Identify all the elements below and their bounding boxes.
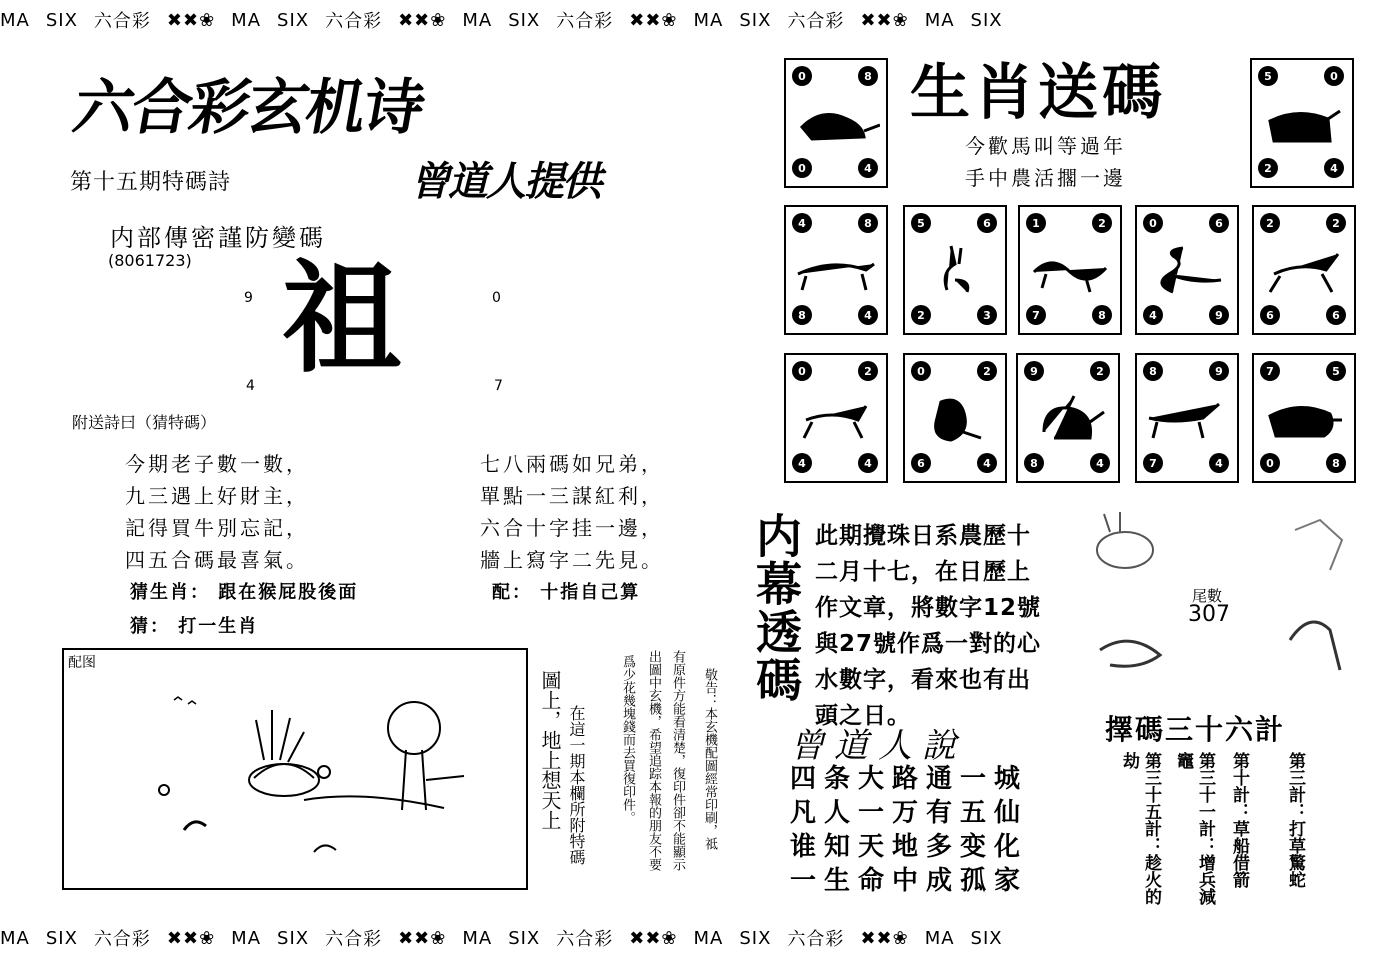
- card-number: 7: [1143, 453, 1163, 473]
- zodiac-verse-1: 今歡馬叫等過年: [965, 134, 1126, 158]
- card-number: 4: [1143, 305, 1163, 325]
- border-text: SIX: [45, 9, 78, 31]
- dragon-icon: [1026, 244, 1114, 296]
- card-number: 6: [911, 453, 931, 473]
- snake-icon: [1143, 244, 1231, 296]
- border-text: 六合彩: [93, 929, 151, 950]
- secret-heading: 内部傳密謹防變碼: [110, 224, 326, 252]
- card-number: 0: [792, 361, 812, 381]
- card-number: 5: [911, 213, 931, 233]
- banner: 曾道人提供: [410, 159, 600, 205]
- dog-icon: [1143, 392, 1231, 444]
- card-number: 2: [858, 361, 878, 381]
- card-number: 0: [911, 361, 931, 381]
- zodiac-title: 生肖送碼: [910, 58, 1166, 128]
- border-flower-icon: ✖✖❀: [166, 9, 216, 31]
- border-text: MA: [231, 927, 262, 949]
- picture-illustration-icon: [144, 690, 504, 880]
- border-text: SIX: [970, 927, 1003, 949]
- card-number: 0: [1260, 453, 1280, 473]
- card-number: 4: [858, 453, 878, 473]
- poet-title: 曾道人說: [790, 726, 966, 766]
- pig-icon: [1260, 392, 1348, 444]
- card-number: 3: [977, 305, 997, 325]
- corner-number-tr: 0: [492, 290, 501, 306]
- zodiac-card-rooster: [1016, 353, 1120, 483]
- guess-one: 猜： 打一生肖: [130, 616, 259, 637]
- vertical-caption-2: 圖上，地上想天上: [538, 670, 562, 830]
- card-number: 5: [1258, 66, 1278, 86]
- card-number: 9: [1209, 305, 1229, 325]
- card-number: 6: [1260, 305, 1280, 325]
- card-number: 0: [1143, 213, 1163, 233]
- card-number: 6: [977, 213, 997, 233]
- side-vertical-heading: 内幕透碼: [749, 512, 803, 704]
- goat-icon: [792, 392, 880, 444]
- main-title: 六合彩玄机诗: [67, 73, 429, 143]
- code-number: (8061723): [108, 251, 192, 270]
- zodiac-card-dog: [1135, 353, 1239, 483]
- border-flower-icon: ✖✖❀: [860, 927, 909, 949]
- ox-icon: [1258, 97, 1346, 149]
- border-text: MA: [462, 927, 493, 949]
- poem-line: 六合十字挂一邊，: [480, 516, 664, 540]
- issue-label: 第十五期特碼詩: [70, 170, 232, 195]
- card-number: 2: [1090, 361, 1110, 381]
- border-text: 六合彩: [325, 929, 383, 950]
- notice-line: 出圖中玄機，希望追踪本報的朋友不要: [646, 650, 661, 871]
- picture-label: 配图: [68, 655, 96, 671]
- card-number: 2: [1326, 213, 1346, 233]
- poet-line: 四条大路通一城: [790, 764, 1029, 794]
- zodiac-card-dragon: [1018, 205, 1122, 335]
- card-number: 1: [1026, 213, 1046, 233]
- card-number: 4: [1090, 453, 1110, 473]
- poet-line: 谁知天地多变化: [790, 832, 1029, 862]
- article: [815, 518, 1041, 734]
- horse-icon: [1260, 244, 1348, 296]
- border-flower-icon: ✖✖❀: [860, 9, 909, 31]
- border-text: MA: [924, 927, 955, 949]
- zodiac-card-snake: [1135, 205, 1239, 335]
- stratagem-title: 擇碼三十六計: [1105, 713, 1286, 746]
- poem-line: 牆上寫字二先見。: [480, 548, 664, 572]
- card-number: 0: [1324, 66, 1344, 86]
- top-border: [0, 0, 1391, 40]
- article-line: 此期攪珠日系農歷十: [815, 523, 1031, 549]
- border-text: 六合彩: [556, 11, 614, 32]
- border-flower-icon: ✖✖❀: [166, 927, 216, 949]
- rat-icon: [792, 97, 880, 149]
- border-text: MA: [693, 927, 724, 949]
- border-flower-icon: ✖✖❀: [629, 9, 678, 31]
- vertical-caption-1: 在這一期本欄所附特碼: [567, 705, 586, 865]
- poet-line: 凡人一万有五仙: [790, 798, 1029, 828]
- zodiac-card-ox: [1250, 58, 1354, 188]
- card-number: 2: [1260, 213, 1280, 233]
- border-text: 六合彩: [787, 929, 845, 950]
- border-text: MA: [231, 9, 262, 31]
- poem-line: 四五合碼最喜氣。: [125, 548, 309, 572]
- card-number: 8: [792, 305, 812, 325]
- card-number: 9: [1209, 361, 1229, 381]
- border-text: SIX: [970, 9, 1003, 31]
- card-number: 5: [1326, 361, 1346, 381]
- big-character: 祖: [282, 250, 402, 389]
- card-number: 2: [1092, 213, 1112, 233]
- card-number: 6: [1326, 305, 1346, 325]
- border-text: 六合彩: [787, 11, 845, 32]
- card-number: 4: [977, 453, 997, 473]
- poem-left: [125, 448, 309, 576]
- card-number: 2: [1258, 158, 1278, 178]
- notice-line: 有原件方能看清楚，復印件卻不能顯示: [670, 650, 685, 871]
- card-number: 4: [858, 305, 878, 325]
- border-text: MA: [0, 9, 30, 31]
- poem-right: [480, 448, 664, 576]
- tail-number: 307: [1188, 602, 1230, 627]
- border-flower-icon: ✖✖❀: [398, 927, 447, 949]
- zodiac-card-rabbit: [903, 205, 1007, 335]
- card-number: 4: [1209, 453, 1229, 473]
- border-text: SIX: [277, 9, 310, 31]
- tail-label: 尾數: [1192, 587, 1223, 605]
- zodiac-card-pig: [1252, 353, 1356, 483]
- border-text: MA: [693, 9, 724, 31]
- poem-line: 七八兩碼如兄弟，: [480, 452, 664, 476]
- card-number: 6: [1209, 213, 1229, 233]
- corner-number-bl: 4: [246, 378, 255, 394]
- card-number: 4: [858, 158, 878, 178]
- card-number: 4: [1324, 158, 1344, 178]
- card-number: 7: [1260, 361, 1280, 381]
- border-text: SIX: [508, 9, 541, 31]
- poet-line: 一生命中成孤家: [790, 866, 1029, 896]
- poet-lines: [790, 762, 1028, 898]
- card-number: 8: [1326, 453, 1346, 473]
- card-number: 4: [792, 213, 812, 233]
- guess-zodiac: 猜生肖： 跟在猴屁股後面: [130, 582, 359, 603]
- card-number: 8: [1092, 305, 1112, 325]
- border-text: SIX: [508, 927, 541, 949]
- poem-line: 今期老子數一數，: [125, 452, 309, 476]
- card-number: 8: [1024, 453, 1044, 473]
- zodiac-verse-2: 手中農活擱一邊: [965, 166, 1126, 190]
- picture-box: [62, 648, 528, 890]
- card-number: 8: [1143, 361, 1163, 381]
- poem-line: 單點一三謀紅利，: [480, 484, 664, 508]
- border-text: 六合彩: [556, 929, 614, 950]
- border-text: SIX: [739, 9, 772, 31]
- corner-number-tl: 9: [244, 290, 253, 306]
- border-text: MA: [462, 9, 493, 31]
- border-text: SIX: [277, 927, 310, 949]
- border-text: 六合彩: [93, 11, 151, 32]
- zodiac-card-monkey: [903, 353, 1007, 483]
- poem-line: 九三遇上好財主，: [125, 484, 309, 508]
- stratagem-item: 第三十五計：趁火的劫: [1119, 752, 1161, 905]
- border-text: SIX: [45, 927, 78, 949]
- poem-title: 附送詩曰（猜特碼）: [72, 413, 217, 432]
- zodiac-card-rat: [784, 58, 888, 188]
- stratagem-item: 第十計：草船借箭: [1229, 752, 1249, 888]
- stratagem-item: 第三十一計：增兵減竈: [1173, 752, 1215, 905]
- card-number: 4: [792, 453, 812, 473]
- card-number: 0: [792, 66, 812, 86]
- article-line: 作文章，將數字12號: [815, 595, 1042, 621]
- monkey-icon: [911, 392, 999, 444]
- card-number: 9: [1024, 361, 1044, 381]
- article-line: 與27號作爲一對的心: [815, 631, 1042, 657]
- zodiac-card-goat: [784, 353, 888, 483]
- tiger-icon: [792, 244, 880, 296]
- rooster-icon: [1024, 392, 1112, 444]
- zodiac-card-tiger: [784, 205, 888, 335]
- bottom-border: [0, 918, 1391, 958]
- card-number: 8: [858, 66, 878, 86]
- rabbit-icon: [911, 244, 999, 296]
- stratagem-item: 第三計：打草驚蛇: [1285, 752, 1305, 888]
- border-flower-icon: ✖✖❀: [629, 927, 678, 949]
- corner-number-br: 7: [494, 378, 503, 394]
- article-line: 二月十七，在日歷上: [815, 559, 1031, 585]
- card-number: 0: [792, 158, 812, 178]
- border-text: 六合彩: [325, 11, 383, 32]
- pair-hint: 配： 十指自己算: [492, 582, 641, 603]
- border-text: MA: [0, 927, 30, 949]
- zodiac-card-horse: [1252, 205, 1356, 335]
- article-line: 水數字，看來也有出: [815, 667, 1031, 693]
- article-line: 頭之日。: [815, 703, 911, 729]
- border-text: SIX: [739, 927, 772, 949]
- notice-line: 敬告：本玄機配圖經常印刷，祗: [702, 668, 717, 850]
- card-number: 2: [911, 305, 931, 325]
- card-number: 8: [858, 213, 878, 233]
- card-number: 7: [1026, 305, 1046, 325]
- poem-line: 記得買牛別忘記，: [125, 516, 309, 540]
- border-flower-icon: ✖✖❀: [398, 9, 447, 31]
- card-number: 2: [977, 361, 997, 381]
- border-text: MA: [924, 9, 955, 31]
- notice-line: 爲少花幾塊錢而去買復印件。: [620, 655, 635, 824]
